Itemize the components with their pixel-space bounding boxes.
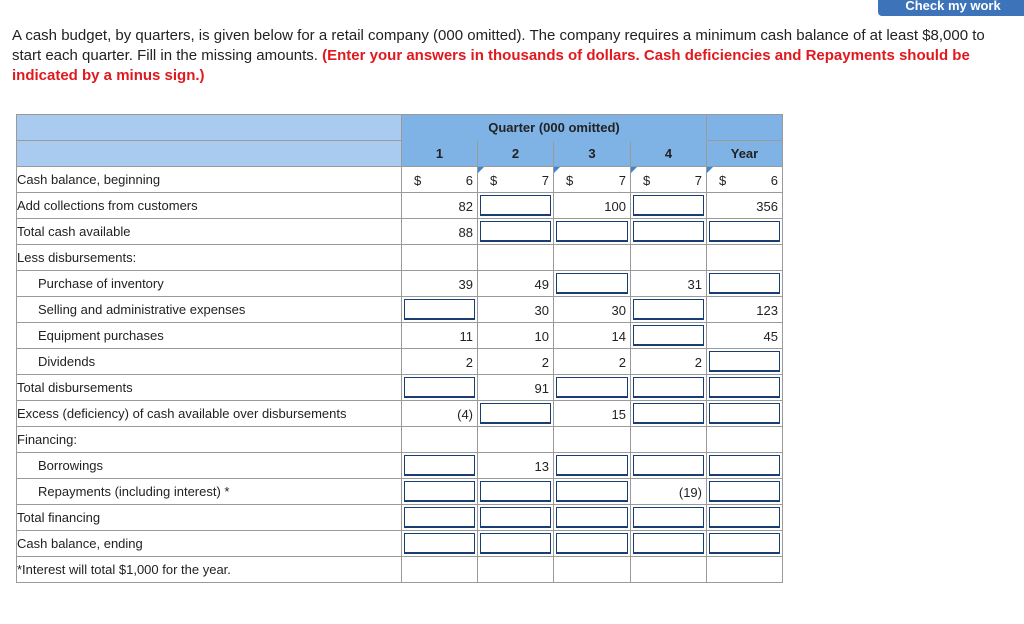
cell-q1 xyxy=(402,323,478,349)
cell-q1 xyxy=(402,193,478,219)
cell-value: 2 xyxy=(694,355,702,370)
header-row-group xyxy=(17,115,783,141)
cell-year xyxy=(707,297,783,323)
cell-q4 xyxy=(631,297,707,323)
row-label: Equipment purchases xyxy=(17,323,402,349)
amount-input-year[interactable] xyxy=(709,273,780,294)
cell-q2 xyxy=(478,323,554,349)
amount-input-q2[interactable] xyxy=(480,481,551,502)
amount-input-q4[interactable] xyxy=(633,533,704,554)
amount-input-q4[interactable] xyxy=(633,377,704,398)
cell-q1 xyxy=(402,219,478,245)
row-label: Cash balance, ending xyxy=(17,531,402,557)
cell-value: 356 xyxy=(756,199,778,214)
amount-input-q2[interactable] xyxy=(480,403,551,424)
cell-q4 xyxy=(631,193,707,219)
dollar-sign: $ xyxy=(414,173,422,188)
cell-year xyxy=(707,453,783,479)
amount-input-q4[interactable] xyxy=(633,325,704,346)
cell-value: 123 xyxy=(756,303,778,318)
amount-input-q2[interactable] xyxy=(480,195,551,216)
check-my-work-button[interactable]: Check my work xyxy=(878,0,1024,16)
cell-year xyxy=(707,375,783,401)
dollar-sign: $ xyxy=(643,173,651,188)
cell-value: 45 xyxy=(763,329,778,344)
amount-input-year[interactable] xyxy=(709,377,780,398)
dollar-sign: $ xyxy=(566,173,574,188)
cell-q1 xyxy=(402,453,478,479)
cell-value: 30 xyxy=(534,303,549,318)
row-label: Selling and administrative expenses xyxy=(17,297,402,323)
cell-value: 31 xyxy=(687,277,702,292)
cell-q2 xyxy=(478,401,554,427)
instructions xyxy=(12,26,1012,86)
cell-value: 88 xyxy=(458,225,473,240)
table-row xyxy=(17,479,783,505)
table-row xyxy=(17,505,783,531)
column-header-q2: 2 xyxy=(478,141,554,167)
cell-q2 xyxy=(478,245,554,271)
cell-q4 xyxy=(631,271,707,297)
amount-input-q3[interactable] xyxy=(556,533,628,554)
amount-input-year[interactable] xyxy=(709,507,780,528)
amount-input-year[interactable] xyxy=(709,455,780,476)
dollar-sign: $ xyxy=(490,173,498,188)
cell-q4 xyxy=(631,401,707,427)
table-row xyxy=(17,193,783,219)
cell-q1 xyxy=(402,167,478,193)
cell-q3 xyxy=(554,531,631,557)
amount-input-q1[interactable] xyxy=(404,377,475,398)
cell-q1 xyxy=(402,427,478,453)
cell-value: 11 xyxy=(459,329,473,344)
table-row xyxy=(17,297,783,323)
cell-q3 xyxy=(554,245,631,271)
amount-input-q4[interactable] xyxy=(633,299,704,320)
cell-q4 xyxy=(631,245,707,271)
amount-input-q3[interactable] xyxy=(556,455,628,476)
cell-year xyxy=(707,219,783,245)
cell-year xyxy=(707,479,783,505)
footnote-empty-cell xyxy=(478,557,554,583)
cell-q2 xyxy=(478,505,554,531)
row-label: Total disbursements xyxy=(17,375,402,401)
amount-input-q2[interactable] xyxy=(480,533,551,554)
cell-year xyxy=(707,193,783,219)
table-row xyxy=(17,453,783,479)
amount-input-q3[interactable] xyxy=(556,221,628,242)
column-header-q1: 1 xyxy=(402,141,478,167)
cell-q2 xyxy=(478,167,554,193)
cell-marker-icon xyxy=(631,167,637,173)
cell-marker-icon xyxy=(707,167,713,173)
cell-q1 xyxy=(402,245,478,271)
header-year-spacer xyxy=(707,115,783,141)
table-row xyxy=(17,531,783,557)
cell-q4 xyxy=(631,505,707,531)
header-label-cell xyxy=(17,141,402,167)
cell-value: 10 xyxy=(534,329,549,344)
amount-input-q2[interactable] xyxy=(480,221,551,242)
cell-q3 xyxy=(554,349,631,375)
cell-q3 xyxy=(554,453,631,479)
header-label-cell xyxy=(17,115,402,141)
cell-value: 39 xyxy=(458,277,473,292)
amount-input-q4[interactable] xyxy=(633,221,704,242)
cell-q1 xyxy=(402,531,478,557)
row-label: Less disbursements: xyxy=(17,245,402,271)
footnote-empty-cell xyxy=(554,557,631,583)
quarter-group-header: Quarter (000 omitted) xyxy=(402,115,707,141)
amount-input-year[interactable] xyxy=(709,481,780,502)
cell-q3 xyxy=(554,427,631,453)
cell-q2 xyxy=(478,193,554,219)
cell-q2 xyxy=(478,531,554,557)
row-label: Financing: xyxy=(17,427,402,453)
cell-q1 xyxy=(402,479,478,505)
cell-marker-icon xyxy=(478,167,484,173)
cell-value: 7 xyxy=(618,173,626,188)
row-label: Total financing xyxy=(17,505,402,531)
cell-q2 xyxy=(478,453,554,479)
amount-input-q4[interactable] xyxy=(633,195,704,216)
cell-marker-icon xyxy=(554,167,560,173)
cell-q1 xyxy=(402,375,478,401)
row-label: Add collections from customers xyxy=(17,193,402,219)
cell-q2 xyxy=(478,349,554,375)
cell-q1 xyxy=(402,505,478,531)
table-row xyxy=(17,375,783,401)
cell-year xyxy=(707,427,783,453)
cell-value: 2 xyxy=(541,355,549,370)
table-row xyxy=(17,167,783,193)
cell-year xyxy=(707,349,783,375)
cell-q4 xyxy=(631,531,707,557)
cell-value: 91 xyxy=(534,381,549,396)
row-label: Dividends xyxy=(17,349,402,375)
cell-value: 2 xyxy=(465,355,473,370)
row-label: Excess (deficiency) of cash available over disbursements xyxy=(17,401,402,427)
cell-year xyxy=(707,531,783,557)
amount-input-q3[interactable] xyxy=(556,507,628,528)
cash-budget-table xyxy=(16,114,783,583)
amount-input-q2[interactable] xyxy=(480,507,551,528)
instructions-emphasis: (Enter your answers in thousands of dollars. Cash deficiencies and Repayments should be indicated by a minus sign.) xyxy=(12,47,970,84)
cell-q4 xyxy=(631,323,707,349)
amount-input-q4[interactable] xyxy=(633,403,704,424)
cell-value: 6 xyxy=(770,173,778,188)
column-header-q4: 4 xyxy=(631,141,707,167)
cell-q3 xyxy=(554,375,631,401)
cell-value: 49 xyxy=(534,277,549,292)
cell-year xyxy=(707,505,783,531)
row-label: Borrowings xyxy=(17,453,402,479)
cell-value: 7 xyxy=(694,173,702,188)
amount-input-q1[interactable] xyxy=(404,507,475,528)
footnote-row xyxy=(17,557,783,583)
cell-year xyxy=(707,323,783,349)
amount-input-year[interactable] xyxy=(709,221,780,242)
cell-year xyxy=(707,245,783,271)
amount-input-q1[interactable] xyxy=(404,533,475,554)
cell-value: 100 xyxy=(604,199,626,214)
table-row xyxy=(17,349,783,375)
cell-value: 13 xyxy=(534,459,549,474)
cell-value: 15 xyxy=(611,407,626,422)
amount-input-q1[interactable] xyxy=(404,481,475,502)
table-row xyxy=(17,271,783,297)
cell-value: 82 xyxy=(458,199,473,214)
column-header-year: Year xyxy=(707,141,783,167)
cell-q4 xyxy=(631,479,707,505)
row-label: Cash balance, beginning xyxy=(17,167,402,193)
cell-q3 xyxy=(554,401,631,427)
amount-input-year[interactable] xyxy=(709,533,780,554)
table-row xyxy=(17,401,783,427)
footnote-empty-cell xyxy=(631,557,707,583)
cell-q2 xyxy=(478,271,554,297)
cell-value: 14 xyxy=(611,329,626,344)
footnote-empty-cell xyxy=(707,557,783,583)
cell-q4 xyxy=(631,427,707,453)
amount-input-q1[interactable] xyxy=(404,455,475,476)
cell-q2 xyxy=(478,219,554,245)
cell-q3 xyxy=(554,271,631,297)
footnote: *Interest will total $1,000 for the year. xyxy=(17,557,402,583)
amount-input-q3[interactable] xyxy=(556,481,628,502)
table-row xyxy=(17,323,783,349)
cell-q1 xyxy=(402,349,478,375)
cell-q2 xyxy=(478,479,554,505)
amount-input-q1[interactable] xyxy=(404,299,475,320)
cell-q2 xyxy=(478,297,554,323)
row-label: Purchase of inventory xyxy=(17,271,402,297)
cell-q3 xyxy=(554,193,631,219)
cell-year xyxy=(707,401,783,427)
dollar-sign: $ xyxy=(719,173,727,188)
cell-q4 xyxy=(631,349,707,375)
header-row-columns xyxy=(17,141,783,167)
cell-q3 xyxy=(554,219,631,245)
amount-input-q4[interactable] xyxy=(633,507,704,528)
amount-input-year[interactable] xyxy=(709,403,780,424)
cell-q2 xyxy=(478,375,554,401)
cell-q4 xyxy=(631,375,707,401)
cell-value: (4) xyxy=(457,407,473,422)
cell-q3 xyxy=(554,297,631,323)
cell-q1 xyxy=(402,271,478,297)
row-label: Repayments (including interest) * xyxy=(17,479,402,505)
cell-q1 xyxy=(402,401,478,427)
row-label: Total cash available xyxy=(17,219,402,245)
footnote-empty-cell xyxy=(402,557,478,583)
amount-input-q3[interactable] xyxy=(556,377,628,398)
cell-q3 xyxy=(554,479,631,505)
cell-q4 xyxy=(631,453,707,479)
cell-value: (19) xyxy=(678,485,702,500)
cell-q3 xyxy=(554,167,631,193)
cell-year xyxy=(707,271,783,297)
cell-q3 xyxy=(554,505,631,531)
instructions-text: A cash budget, by quarters, is given below for a retail company (000 omitted). The company requires a minimum cash balance of at least $8,000 to start each quarter. Fill in the missing amounts. xyxy=(12,27,985,64)
column-header-q3: 3 xyxy=(554,141,631,167)
cell-q1 xyxy=(402,297,478,323)
cell-q4 xyxy=(631,219,707,245)
amount-input-year[interactable] xyxy=(709,351,780,372)
table-row xyxy=(17,427,783,453)
amount-input-q3[interactable] xyxy=(556,273,628,294)
cell-q2 xyxy=(478,427,554,453)
cell-value: 2 xyxy=(618,355,626,370)
amount-input-q4[interactable] xyxy=(633,455,704,476)
cell-value: 7 xyxy=(541,173,549,188)
table-row xyxy=(17,219,783,245)
cell-q3 xyxy=(554,323,631,349)
cell-year xyxy=(707,167,783,193)
cell-value: 30 xyxy=(611,303,626,318)
table-row xyxy=(17,245,783,271)
cell-q4 xyxy=(631,167,707,193)
cell-value: 6 xyxy=(465,173,473,188)
